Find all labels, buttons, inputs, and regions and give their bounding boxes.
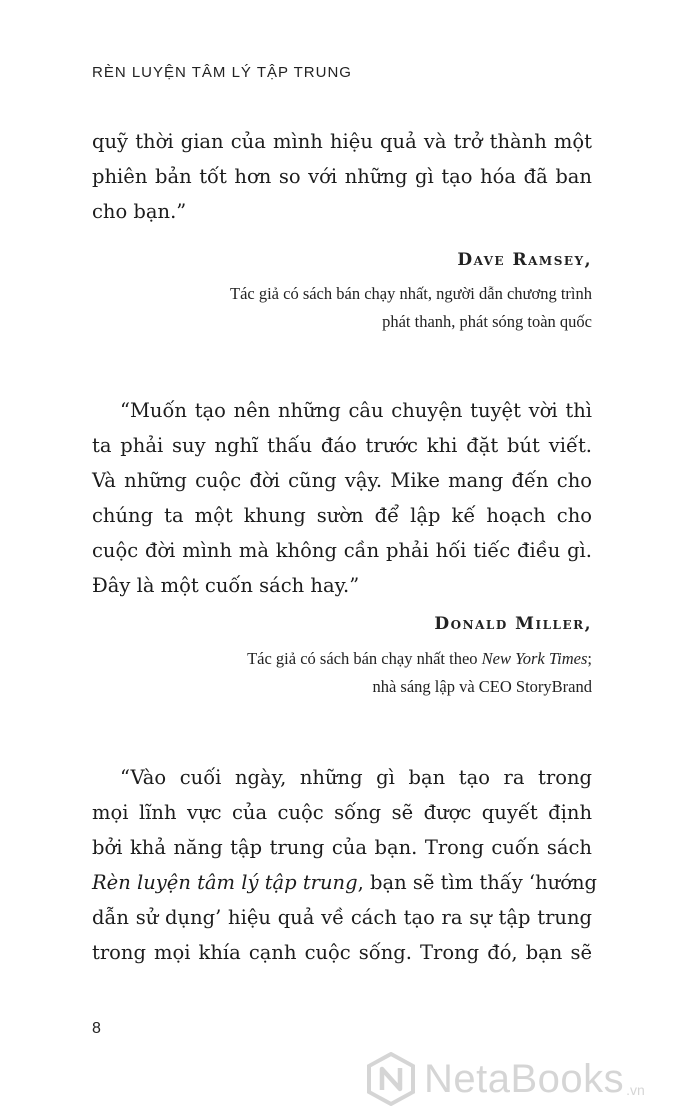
text-line: ta phải suy nghĩ thấu đáo trước khi đặt bút viết.: [92, 434, 592, 457]
book-title: Rèn luyện tâm lý tập trung: [92, 871, 358, 894]
text-line: dẫn sử dụng’ hiệu quả về cách tạo ra sự tập trung: [92, 906, 592, 929]
text-line: Đây là một cuốn sách hay.”: [92, 574, 360, 597]
text-line: cuộc đời mình mà không cần phải hối tiếc điều gì.: [92, 539, 592, 562]
text-line: Và những cuộc đời cũng vậy. Mike mang đến cho: [92, 469, 592, 492]
text-line: [92, 865, 598, 900]
text-line: nhà sáng lập và CEO StoryBrand: [372, 677, 592, 696]
text-line: bởi khả năng tập trung của bạn. Trong cuốn sách: [92, 836, 592, 859]
page-number: 8: [92, 1020, 101, 1037]
text-line: “Muốn tạo nên những câu chuyện tuyệt vời thì: [120, 399, 592, 422]
quote-1-paragraph: [92, 124, 592, 229]
quote-1-author-description: [230, 280, 592, 336]
watermark: [366, 1052, 645, 1106]
running-head: RÈN LUYỆN TÂM LÝ TẬP TRUNG: [92, 64, 352, 81]
watermark-tld: .vn: [626, 1082, 645, 1098]
quote-2-author-description: [247, 645, 592, 701]
publication-title: New York Times: [481, 649, 588, 668]
quote-2-paragraph: [92, 393, 592, 603]
text-line: Tác giả có sách bán chạy nhất, người dẫn chương trình: [229, 284, 592, 303]
text-fragment: Tác giả có sách bán chạy nhất theo: [247, 649, 482, 668]
text-line: quỹ thời gian của mình hiệu quả và trở thành một: [92, 130, 592, 153]
text-line: chúng ta một khung sườn để lập kế hoạch cho: [92, 504, 592, 527]
quote-1-author: Dave Ramsey,: [457, 250, 592, 270]
text-fragment: , bạn sẽ tìm thấy ‘hướng: [357, 871, 598, 894]
netabooks-logo-icon: [366, 1052, 416, 1106]
text-line: [247, 645, 592, 673]
text-line: phiên bản tốt hơn so với những gì tạo hóa đã ban: [92, 165, 592, 188]
text-line: “Vào cuối ngày, những gì bạn tạo ra trong: [120, 766, 592, 789]
text-line: trong mọi khía cạnh cuộc sống. Trong đó, bạn sẽ: [92, 941, 592, 964]
watermark-text: NetaBooks: [424, 1056, 625, 1101]
text-line: cho bạn.”: [92, 200, 187, 223]
text-fragment: ;: [587, 649, 592, 668]
text-line: phát thanh, phát sóng toàn quốc: [382, 312, 592, 331]
text-line: mọi lĩnh vực của cuộc sống sẽ được quyết định: [92, 801, 592, 824]
quote-2-author: Donald Miller,: [434, 614, 592, 634]
quote-3-paragraph: [92, 760, 598, 970]
